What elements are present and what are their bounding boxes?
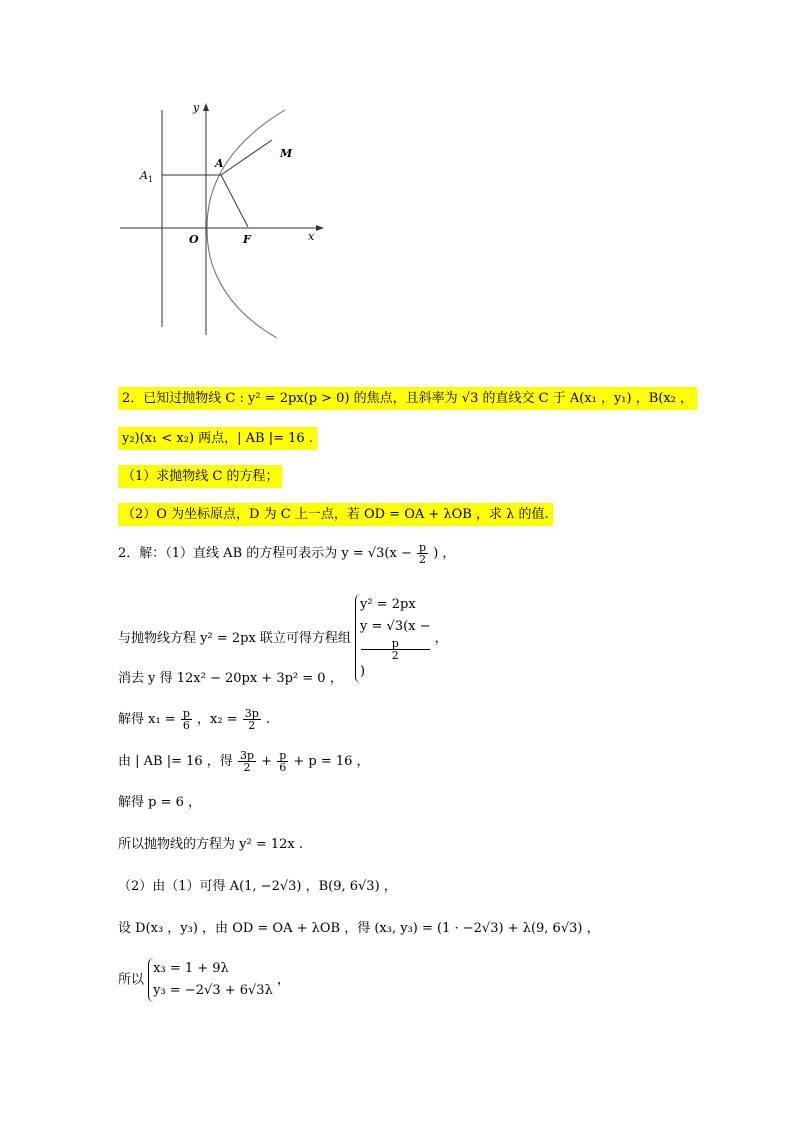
label-m: M — [280, 147, 293, 160]
fraction: $\frac{3p}{2}$ — [244, 707, 259, 732]
fraction: $\frac{3p}{2}$ — [239, 749, 254, 774]
solution-step-4: 解得 x₁ = $\frac{p}{6}$ ，x₂ = $\frac{3p}{2}$ . — [118, 707, 271, 732]
fraction: p 2 — [361, 638, 429, 661]
fraction: $\frac{p}{2}$ — [419, 541, 427, 566]
solution-step-2: 与抛物线方程 y² = 2px 联立可得方程组 y² = 2px y = √3(x − p 2 ) ， — [118, 594, 448, 683]
label-y: y — [193, 101, 200, 114]
solution-step-6: 解得 p = 6 ， — [118, 795, 202, 810]
solution-step-5: 由 | AB |= 16 ，得 $\frac{3p}{2}$ + $\frac{p}{6}$ + p = 16 ， — [118, 749, 370, 774]
label-f: F — [243, 233, 251, 246]
parabola-diagram — [115, 95, 335, 345]
label-a1: A — [140, 169, 148, 182]
label-a1-sub: 1 — [148, 175, 154, 184]
segment-a-m — [221, 140, 272, 175]
label-a: A — [215, 157, 224, 170]
solution-step-10: 所以 x₃ = 1 + 9λ y₃ = −2√3 + 6√3λ ， — [118, 958, 290, 1002]
solution-step-7: 所以抛物线的方程为 y² = 12x . — [118, 837, 303, 852]
label-o: O — [189, 233, 199, 246]
equation-system: y² = 2px y = √3(x − p 2 ) — [355, 594, 430, 683]
problem-question-1: （1）求抛物线 C 的方程； — [118, 466, 282, 488]
equation-system: x₃ = 1 + 9λ y₃ = −2√3 + 6√3λ — [148, 958, 273, 1002]
label-x: x — [308, 230, 315, 243]
y-axis-arrow — [203, 103, 209, 111]
solution-step-8: （2）由（1）可得 A(1, −2√3) ，B(9, 6√3) ， — [118, 879, 397, 894]
parabola-figure — [115, 95, 335, 345]
segment-a-f — [221, 175, 248, 227]
problem-line-1: 2．已知过抛物线 C : y² = 2px(p > 0) 的焦点，且斜率为 √3 的直线交 C 于 A(x₁ ，y₁) ，B(x₂ ， — [118, 388, 697, 410]
solution-step-1: 2．解：（1）直线 AB 的方程可表示为 y = √3(x − $\frac{p}{2}$ ) ， — [118, 541, 456, 566]
fraction: $\frac{p}{6}$ — [182, 707, 190, 732]
problem-line-2: y₂)(x₁ < x₂) 两点，| AB |= 16 . — [118, 428, 317, 450]
solution-step-9: 设 D(x₃ ，y₃) ，由 OD = OA + λOB ，得 (x₃, y₃) = (1 · −2√3) + λ(9, 6√3) ， — [118, 921, 600, 936]
x-axis-arrow — [316, 225, 324, 231]
fraction: $\frac{p}{6}$ — [279, 749, 287, 774]
problem-question-2: （2）O 为坐标原点，D 为 C 上一点，若 OD = OA + λOB ，求 λ 的值. — [118, 504, 553, 526]
solution-step-3: 消去 y 得 12x² − 20px + 3p² = 0 ， — [118, 671, 343, 686]
